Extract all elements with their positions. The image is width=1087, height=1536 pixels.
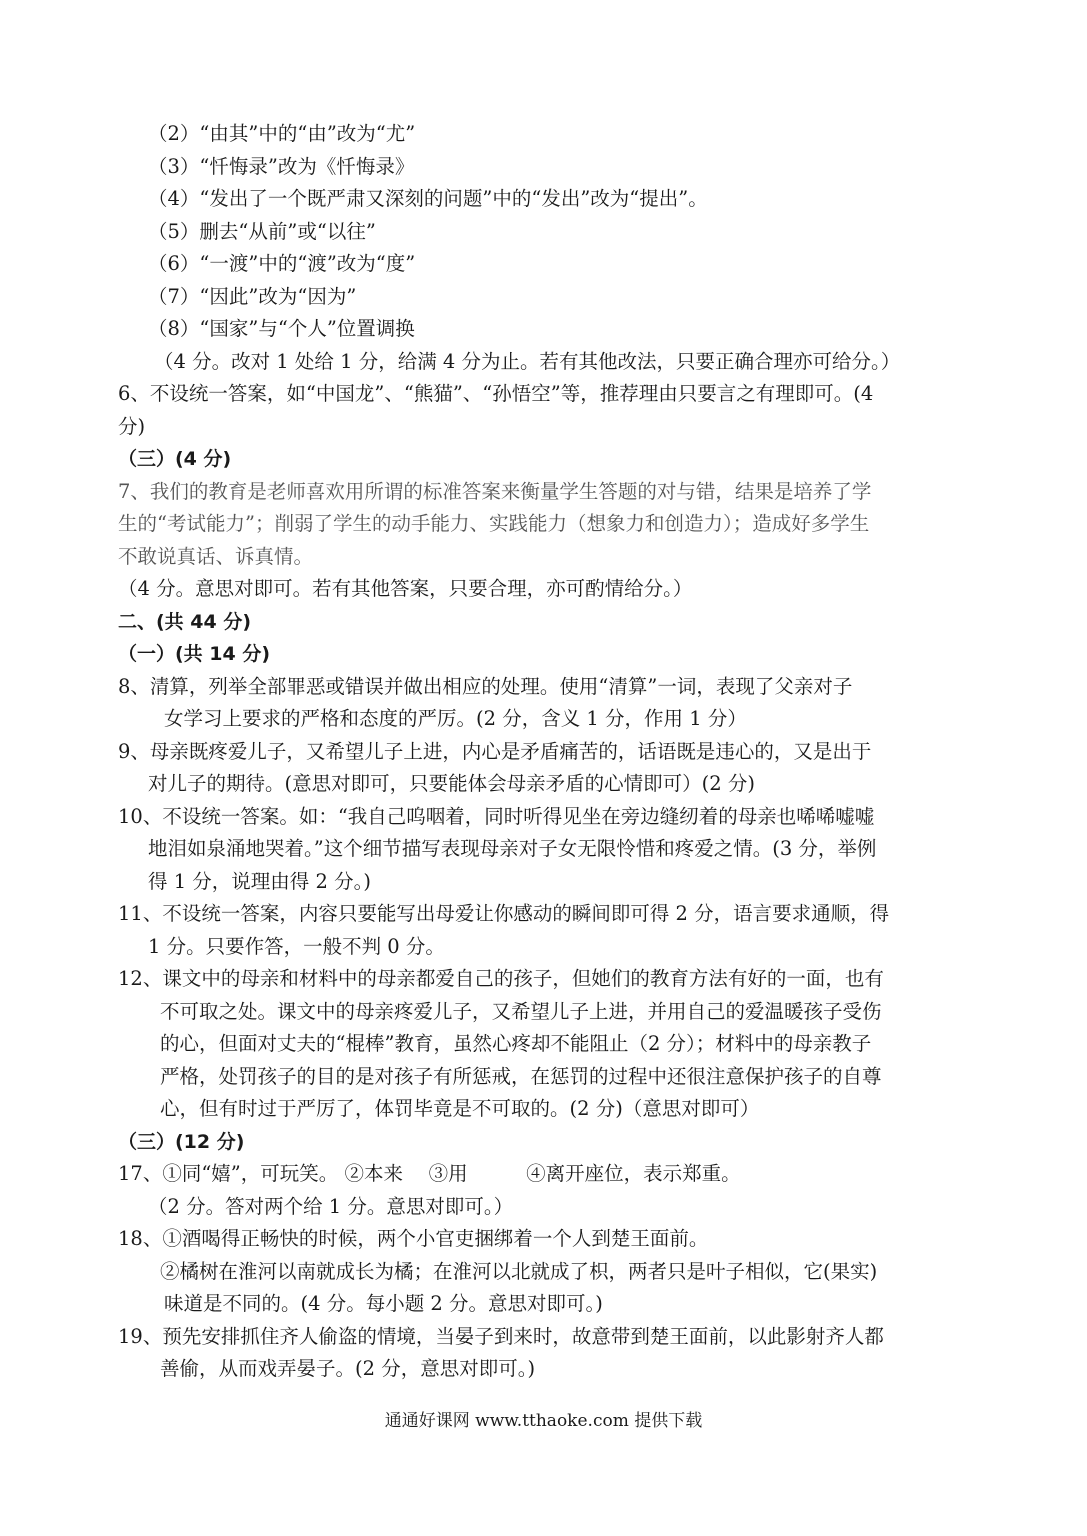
- answer-line: 得 1 分，说理由得 2 分。): [148, 869, 371, 893]
- answer-line: （7）“因此”改为“因为”: [148, 284, 357, 308]
- answer-line: （3）“忏悔录”改为《忏悔录》: [148, 154, 415, 178]
- answer-line: （4）“发出了一个既严肃又深刻的问题”中的“发出”改为“提出”。: [148, 187, 708, 210]
- answer-line: 不敢说真话、诉真情。: [118, 544, 314, 568]
- answer-line: 8、清算，列举全部罪恶或错误并做出相应的处理。使用“清算”一词，表现了父亲对子: [118, 674, 853, 698]
- answer-line: 地泪如泉涌地哭着。”这个细节描写表现母亲对子女无限怜惜和疼爱之情。(3 分，举例: [148, 837, 877, 860]
- answer-line: 不可取之处。课文中的母亲疼爱儿子，又希望儿子上进，并用自己的爱温暖孩子受伤: [160, 999, 882, 1023]
- section-heading: （三）(4 分): [118, 448, 232, 470]
- answer-line: 的心，但面对丈夫的“棍棒”教育，虽然心疼却不能阻止（2 分）；材料中的母亲教子: [160, 1032, 872, 1055]
- answer-line: 11、不设统一答案，内容只要能写出母爱让你感动的瞬间即可得 2 分，语言要求通顺，得: [118, 902, 890, 925]
- answer-line: （6）“一渡”中的“渡”改为“度”: [148, 252, 416, 275]
- scoring-note: （4 分。改对 1 处给 1 分，给满 4 分为止。若有其他改法，只要正确合理亦可给分。）: [154, 349, 901, 373]
- answer-line: 分): [118, 414, 146, 438]
- answer-line: ②橘树在淮河以南就成长为橘；在淮河以北就成了枳，两者只是叶子相似，它(果实): [160, 1259, 878, 1283]
- answer-line: 女学习上要求的严格和态度的严厉。(2 分，含义 1 分，作用 1 分）: [164, 707, 747, 730]
- answer-line: 对儿子的期待。(意思对即可，只要能体会母亲矛盾的心情即可）(2 分): [148, 772, 755, 795]
- section-heading: （一）(共 14 分): [118, 643, 271, 665]
- answer-line: 严格，处罚孩子的目的是对孩子有所惩戒，在惩罚的过程中还很注意保护孩子的自尊: [160, 1064, 882, 1088]
- answer-line: 1 分。只要作答，一般不判 0 分。: [148, 934, 445, 958]
- scoring-note: （4 分。意思对即可。若有其他答案，只要合理，亦可酌情给分。）: [118, 577, 693, 600]
- scoring-note: （2 分。答对两个给 1 分。意思对即可。）: [148, 1194, 514, 1218]
- answer-line: （5）删去“从前”或“以往”: [148, 219, 376, 243]
- answer-line: 善偷，从而戏弄晏子。(2 分，意思对即可。): [160, 1357, 536, 1380]
- section-heading: （三）(12 分): [118, 1130, 245, 1153]
- answer-line: 7、我们的教育是老师喜欢用所谓的标准答案来衡量学生答题的对与错，结果是培养了学: [118, 479, 872, 503]
- answer-line: 味道是不同的。(4 分。每小题 2 分。意思对即可。): [164, 1292, 603, 1315]
- answer-line: 心，但有时过于严厉了，体罚毕竟是不可取的。(2 分)（意思对即可）: [160, 1097, 760, 1120]
- answer-line: 6、不设统一答案，如“中国龙”、“熊猫”、“孙悟空”等，推荐理由只要言之有理即可。(4: [118, 382, 874, 405]
- answer-line: 17、①同“嬉”，可玩笑。 ②本来 ③用 ④离开座位，表示郑重。: [118, 1162, 741, 1185]
- answer-line: 18、①酒喝得正畅快的时候，两个小官吏捆绑着一个人到楚王面前。: [118, 1227, 709, 1250]
- answer-line: 生的“考试能力”；削弱了学生的动手能力、实践能力（想象力和创造力）；造成好多学生: [118, 512, 870, 535]
- answer-line: 9、母亲既疼爱儿子，又希望儿子上进，内心是矛盾痛苦的，话语既是违心的，又是出于: [118, 739, 872, 763]
- answer-line: 19、预先安排抓住齐人偷盗的情境，当晏子到来时，故意带到楚王面前，以此影射齐人都: [118, 1324, 884, 1348]
- section-heading: 二、(共 44 分): [118, 610, 252, 633]
- answer-line: 10、不设统一答案。如：“我自己呜咽着，同时听得见坐在旁边缝纫着的母亲也唏唏嘘嘘: [118, 804, 875, 828]
- answer-line: （2）“由其”中的“由”改为“尤”: [148, 122, 416, 145]
- answer-line: 12、课文中的母亲和材料中的母亲都爱自己的孩子，但她们的教育方法有好的一面，也有: [118, 967, 884, 990]
- answer-content: [118, 118, 978, 1386]
- answer-line: （8）“国家”与“个人”位置调换: [148, 317, 415, 340]
- page-footer: 通通好课网 www.tthaoke.com 提供下载: [384, 1411, 703, 1431]
